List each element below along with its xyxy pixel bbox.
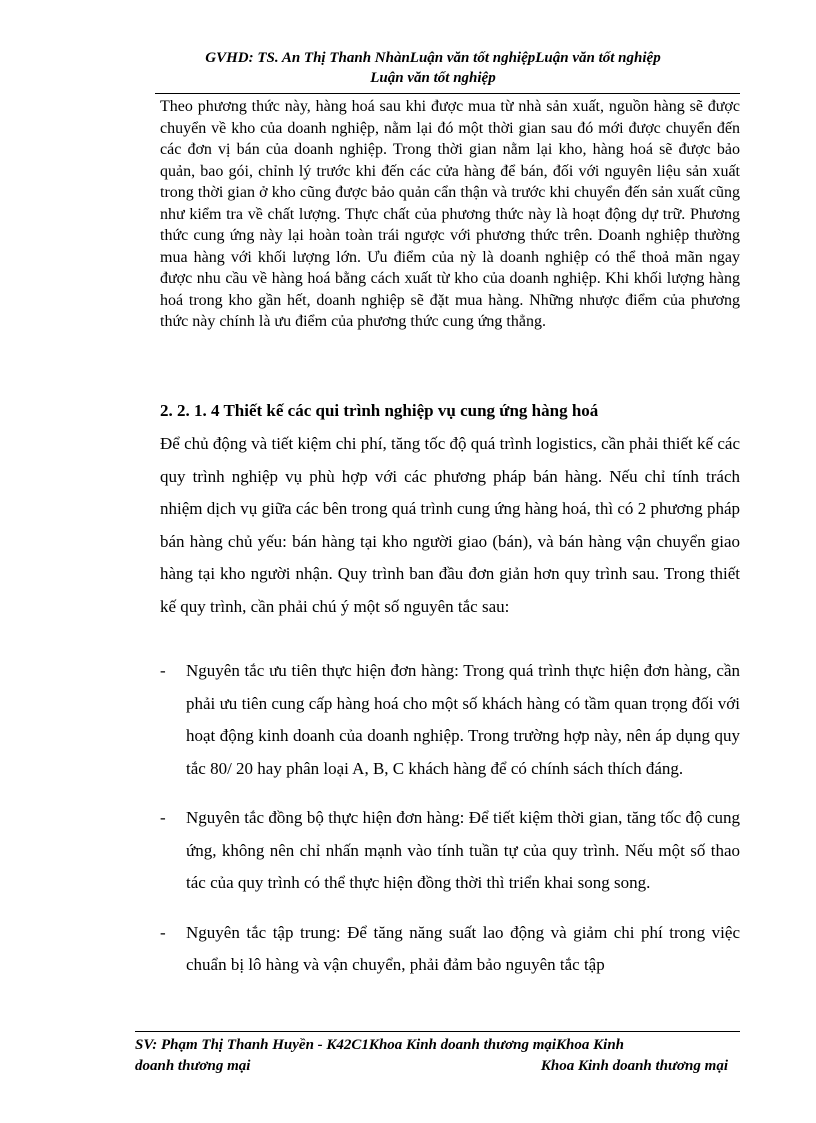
list-item-text: Nguyên tắc tập trung: Để tăng năng suất lao động và giảm chi phí trong việc chuẩn bị lô hàng và vận chuyển, phải đảm bảo nguyên tắc tập	[186, 922, 740, 974]
footer-line-2-left: doanh thương mại	[135, 1058, 251, 1074]
bullet-marker: -	[160, 922, 166, 942]
list-item-text: Nguyên tắc đồng bộ thực hiện đơn hàng: Để tiết kiệm thời gian, tăng tốc độ cung ứng, không nên chỉ nhấn mạnh vào tính tuần tự của quy trình. Nếu một số thao tác của quy trình có thể thực hiện đồng thời thì triển khai song song.	[186, 808, 740, 892]
section-heading: 2. 2. 1. 4 Thiết kế các qui trình nghiệp vụ cung ứng hàng hoá	[160, 401, 599, 420]
list-item-text: Nguyên tắc ưu tiên thực hiện đơn hàng: Trong quá trình thực hiện đơn hàng, cần phải ưu tiên cung cấp hàng hoá cho một số khách hàng có tầm quan trọng đối với hoạt động kinh doanh của doanh nghiệp. Trong trường hợp này, nên áp dụng quy tắc 80/ 20 hay phân loại A, B, C khách hàng để có chính sách thích đáng.	[186, 661, 740, 778]
header-line-1: GVHD: TS. An Thị Thanh NhànLuận văn tốt nghiệpLuận văn tốt nghiệp	[205, 50, 661, 66]
header-line-2: Luận văn tốt nghiệp	[370, 70, 496, 86]
list-item	[160, 655, 740, 785]
principles-list	[160, 655, 740, 999]
list-item	[160, 917, 740, 982]
body-paragraph-2: Để chủ động và tiết kiệm chi phí, tăng tốc độ quá trình logistics, cần phải thiết kế các quy trình nghiệp vụ phù hợp với các phương pháp bán hàng. Nếu chỉ tính trách nhiệm dịch vụ giữa các bên trong quá trình cung ứng hàng hoá, thì có 2 phương pháp bán hàng chủ yếu: bán hàng tại kho người giao (bán), và bán hàng vận chuyển giao hàng tại kho người nhận. Quy trình ban đầu đơn giản hơn quy trình sau. Trong thiết kế quy trình, cần phải chú ý một số nguyên tắc sau:	[160, 434, 740, 616]
bullet-marker: -	[160, 808, 166, 827]
page-header	[128, 48, 738, 88]
footer-line-2-right: Khoa Kinh doanh thương mại	[540, 1058, 728, 1074]
list-item	[160, 802, 740, 900]
footer-line-1: SV: Phạm Thị Thanh Huyền - K42C1Khoa Kinh doanh thương mạiKhoa Kinh	[135, 1037, 625, 1053]
body-paragraph-1: Theo phương thức này, hàng hoá sau khi được mua từ nhà sản xuất, nguồn hàng sẽ được chuyển về kho của doanh nghiệp, nằm lại đó một thời gian sau đó mới được chuyển đến các đơn vị bán của doanh nghiệp. Trong thời gian nằm lại kho, hàng hoá sẽ được bảo quản, bao gói, chỉnh lý trước khi đến các cửa hàng để bán, đối với nguyên liệu sản xuất trong thời gian ở kho cũng được bảo quản cẩn thận và trước khi chuyển đến sản xuất cũng như kiểm tra về chất lượng. Thực chất của phương thức này là hoạt động dự trữ. Phương thức cung ứng này lại hoàn toàn trái ngược với phương thức trên. Doanh nghiệp thường mua hàng với khối lượng lớn. Ưu điểm của nỳ là doanh nghiệp có thể thoả mãn ngay được nhu cầu về hàng hoá bằng cách xuất từ kho của doanh nghiệp. Khi khối lượng hàng hoá trong kho gần hết, doanh nghiệp sẽ đặt mua hàng. Những nhược điểm của phương thức này chính là ưu điểm của phương thức cung ứng thẳng.	[160, 98, 740, 330]
header-divider	[155, 93, 740, 94]
footer-divider	[135, 1031, 740, 1032]
bullet-marker: -	[160, 661, 166, 680]
